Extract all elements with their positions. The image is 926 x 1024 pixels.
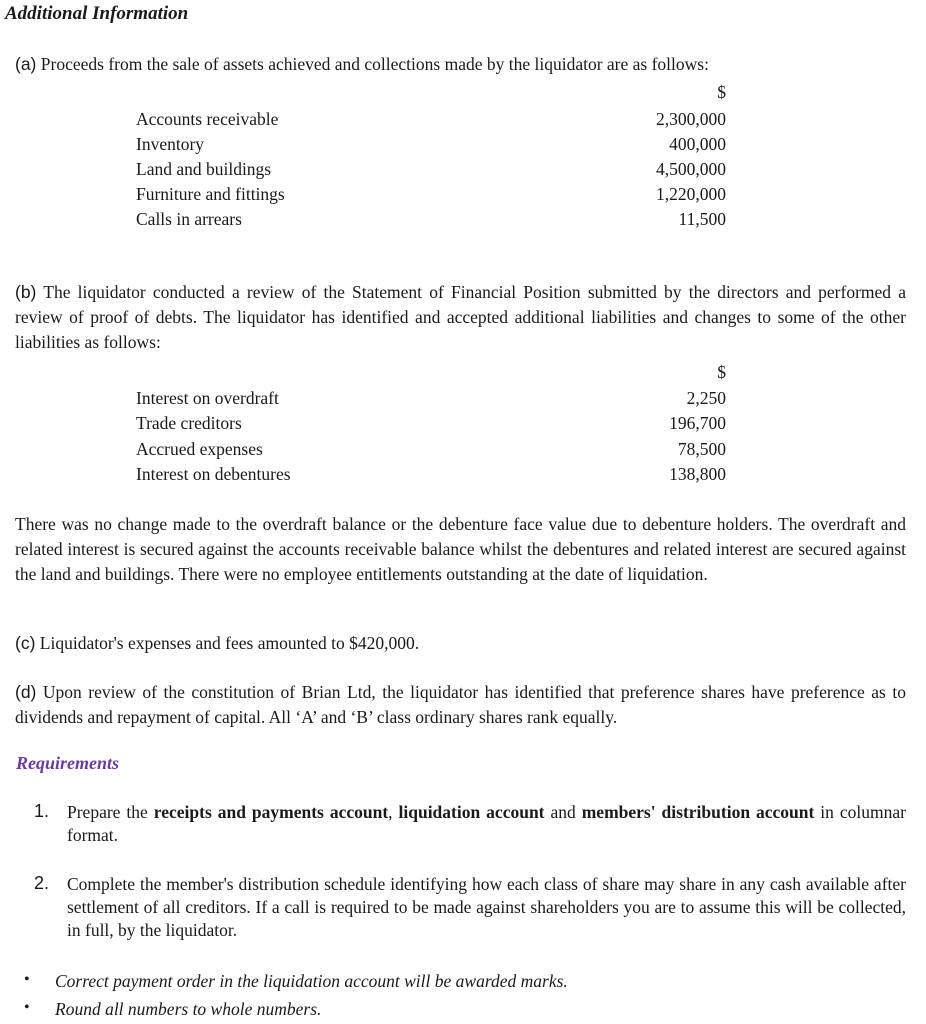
row-amount: 4,500,000 [656,159,726,179]
section-b-note: There was no change made to the overdraft balance or the debenture face value due to debenture holders. The overdraft and related interest is secured against the accounts receivable balance whilst the debentures and related interest are secured against the land and buildings. There were no employee entitlements outstanding at the date of liquidation. [15,514,906,584]
req1-part: in columnar format. [67,802,906,845]
row-amount: 2,250 [686,388,726,408]
req1-bold: liquidation account [398,802,545,822]
row-amount: 2,300,000 [656,109,726,129]
row-amount: 400,000 [669,134,726,154]
section-a-currency-row [136,82,726,107]
section-d-text: Upon review of the constitution of Brian Ltd, the liquidator has identified that preference shares have preference as to dividends and repayment of capital. All ‘A’ and ‘B’ class ordinary shares rank equally. [15,682,906,727]
page-heading: Additional Information [5,3,189,24]
section-b-currency: $ [717,362,726,382]
table-row [136,386,726,411]
row-amount: 11,500 [678,209,726,229]
section-a-currency: $ [717,82,726,102]
table-row [136,207,726,232]
section-d [15,680,906,730]
section-b-currency-row [136,362,726,387]
table-row [136,462,726,487]
req1-bold: receipts and payments account [153,802,389,822]
row-amount: 196,700 [669,413,726,433]
section-d-letter: (d) [15,682,37,702]
section-c-letter: (c) [15,633,36,653]
section-a-intro [15,52,906,77]
bullet-icon: • [24,999,30,1016]
note-item: Correct payment order in the liquidation account will be awarded marks. [55,971,568,991]
table-row [136,437,726,462]
row-label: Accounts receivable [136,109,279,129]
section-b-letter: (b) [15,282,37,302]
section-c-text: Liquidator's expenses and fees amounted to $420,000. [39,633,420,653]
requirement-1-text [67,801,906,847]
table-row [136,107,726,132]
section-a-intro-text: Proceeds from the sale of assets achieved and collections made by the liquidator are as follows: [40,54,709,74]
section-c [15,631,906,656]
row-amount: 1,220,000 [656,184,726,204]
row-label: Inventory [136,134,205,154]
table-row [136,182,726,207]
req1-bold: members' distribution account [581,802,815,822]
section-a-letter: (a) [15,54,37,74]
requirement-number: 2. [34,873,50,893]
row-label: Interest on overdraft [136,388,279,408]
row-label: Accrued expenses [136,439,263,459]
note-item: Round all numbers to whole numbers. [55,999,322,1019]
req1-part: , [388,802,399,822]
req1-part: Prepare the [67,802,154,822]
row-amount: 78,500 [677,439,726,459]
row-label: Furniture and fittings [136,184,285,204]
section-b-intro-text: The liquidator conducted a review of the Statement of Financial Position submitted by the directors and performed a review of proof of debts. The liquidator has identified and accepted additional liabilities and changes to some of the other liabilities as follows: [15,282,906,352]
bullet-icon: • [24,971,30,988]
row-amount: 138,800 [669,464,726,484]
requirement-number: 1. [34,801,50,821]
row-label: Interest on debentures [136,464,291,484]
row-label: Trade creditors [136,413,242,433]
table-row [136,132,726,157]
row-label: Calls in arrears [136,209,242,229]
requirements-title: Requirements [16,753,120,773]
requirement-2-text: Complete the member's distribution schedule identifying how each class of share may share in any cash available after settlement of all creditors. If a call is required to be made against shareholders you are to assume this will be collected, in full, by the liquidator. [67,874,906,940]
table-row [136,411,726,436]
req1-part: and [544,802,582,822]
section-b-intro [15,280,906,355]
table-row [136,157,726,182]
row-label: Land and buildings [136,159,272,179]
